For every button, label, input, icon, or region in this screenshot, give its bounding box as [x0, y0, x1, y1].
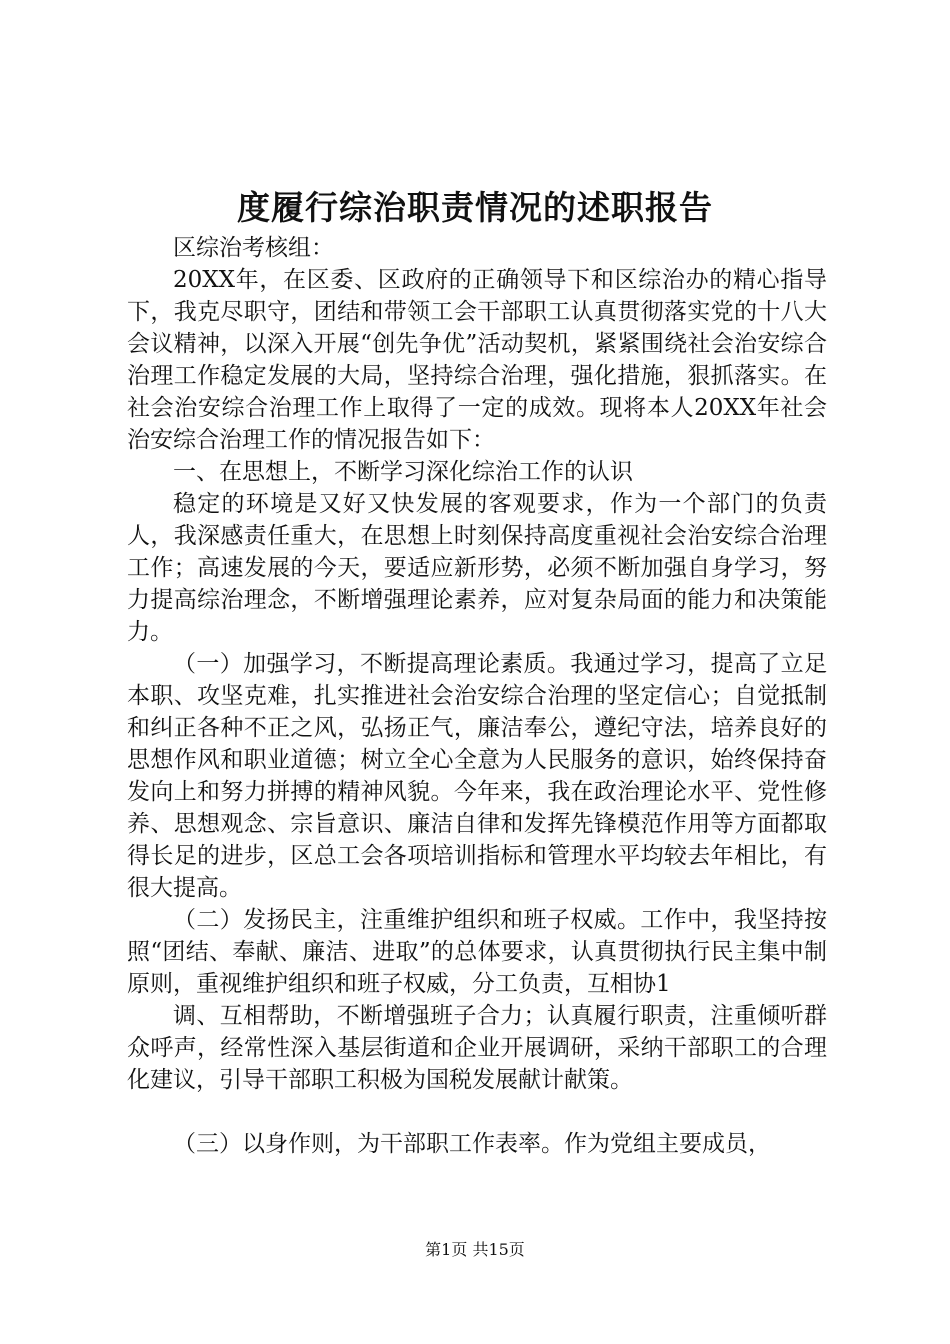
- salutation: 区综治考核组：: [173, 235, 334, 261]
- subsection-paragraph: （一）加强学习，不断提高理论素质。我通过学习，提高了立足本职、攻坚克难，扎实推进社会治安综合治理的坚定信心；自觉抵制和纠正各种不正之风，弘扬正气，廉洁奉公，遵纪守法，培养良好的思想作风和职业道德；树立全心全意为人民服务的意识，始终保持奋发向上和努力拼搏的精神风貌。今年来，我在政治理论水平、党性修养、思想观念、宗旨意识、廉洁自律和发挥先锋模范作用等方面都取得长足的进步，区总工会各项培训指标和管理水平均较去年相比，有很大提高。: [127, 651, 827, 901]
- body-paragraph: 调、互相帮助，不断增强班子合力；认真履行职责，注重倾听群众呼声，经常性深入基层街道和企业开展调研，采纳干部职工的合理化建议，引导干部职工积极为国税发展献计献策。: [127, 1003, 827, 1093]
- subsection-paragraph: （三）以身作则，为干部职工作表率。作为党组主要成员，: [173, 1131, 771, 1157]
- body-paragraph: 稳定的环境是又好又快发展的客观要求，作为一个部门的负责人，我深感责任重大，在思想上时刻保持高度重视社会治安综合治理工作；高速发展的今天，要适应新形势，必须不断加强自身学习，努力提高综治理念，不断增强理论素养，应对复杂局面的能力和决策能力。: [127, 491, 827, 645]
- page-footer: 第1页 共15页: [425, 1240, 525, 1259]
- document-title: 度履行综治职责情况的述职报告: [237, 188, 713, 227]
- subsection-paragraph: （二）发扬民主，注重维护组织和班子权威。工作中，我坚持按照“团结、奉献、廉洁、进取”的总体要求，认真贯彻执行民主集中制原则，重视维护组织和班子权威，分工负责，互相协1: [127, 907, 827, 997]
- section-heading: 一、在思想上，不断学习深化综治工作的认识: [173, 459, 633, 485]
- document-body: [127, 232, 827, 1160]
- intro-paragraph: 20XX年，在区委、区政府的正确领导下和区综治办的精心指导下，我克尽职守，团结和带领工会干部职工认真贯彻落实党的十八大会议精神，以深入开展“创先争优”活动契机，紧紧围绕社会治安综合治理工作稳定发展的大局，坚持综合治理，强化措施，狠抓落实。在社会治安综合治理工作上取得了一定的成效。现将本人20XX年社会治安综合治理工作的情况报告如下：: [127, 267, 827, 453]
